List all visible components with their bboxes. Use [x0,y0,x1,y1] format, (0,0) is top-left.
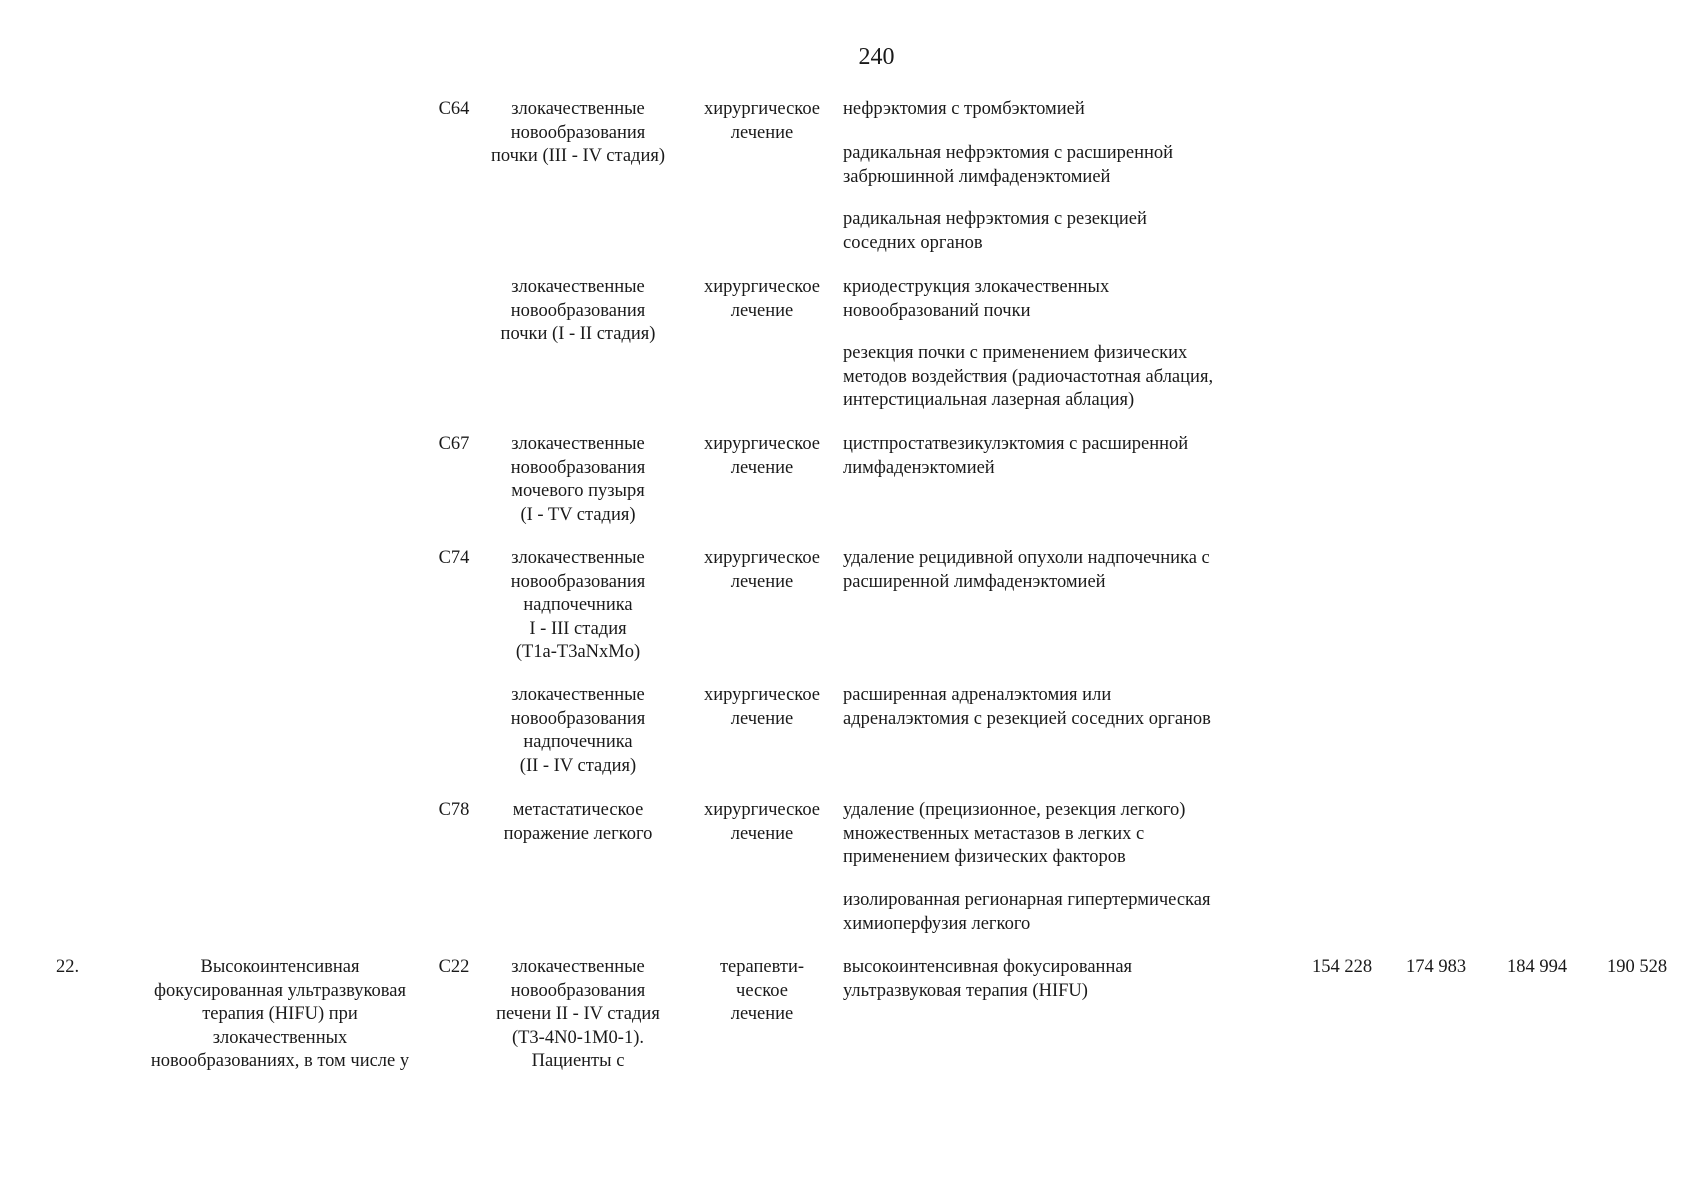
row-method: расширенная адреналэктомия или адреналэктомия с резекцией соседних органов [843,685,1211,729]
row-treatment-type: хирургическое лечение [703,277,821,321]
section-method: высокоинтенсивная фокусированная ультразвуковая терапия (HIFU) [843,957,1133,1001]
price-cell: 190 528 [1606,957,1668,977]
row-diagnosis: злокачественные новообразования почки (I - II стадия) [500,277,656,344]
row-diagnosis: злокачественные новообразования надпочечника (II - IV стадия) [510,685,646,776]
section-treatment-type: терапевти- ческое лечение [719,957,805,1024]
row-treatment-type: хирургическое лечение [703,99,821,143]
row-method: радикальная нефрэктомия с резекцией соседних органов [843,209,1147,253]
section-code: C22 [438,957,470,977]
row-treatment-type: хирургическое лечение [703,434,821,478]
row-method: криодеструкция злокачественных новообразований почки [843,277,1110,321]
row-treatment-type: хирургическое лечение [703,685,821,729]
price-cell: 154 228 [1311,957,1373,977]
row-treatment-type: хирургическое лечение [703,548,821,592]
row-code: C67 [438,434,470,454]
row-code: C74 [438,548,470,568]
price-cell: 174 983 [1405,957,1467,977]
row-diagnosis: метастатическое поражение легкого [503,800,653,844]
row-treatment-type: хирургическое лечение [703,800,821,844]
row-method: резекция почки с применением физических методов воздействия (радиочастотная аблация, интерстициальная лазерная аблация) [843,343,1214,410]
page-number: 240 [858,44,895,70]
row-code: C78 [438,800,470,820]
row-diagnosis: злокачественные новообразования мочевого пузыря (I - TV стадия) [510,434,646,525]
section-number: 22. [56,957,80,977]
row-method: удаление (прецизионное, резекция легкого) множественных метастазов в легких с применением физических факторов [843,800,1186,867]
row-method: цистпростатвезикулэктомия с расширенной лимфаденэктомией [843,434,1189,478]
row-code: C64 [438,99,470,119]
row-method: изолированная регионарная гипертермическая химиоперфузия легкого [843,890,1211,934]
row-diagnosis: злокачественные новообразования почки (III - IV стадия) [490,99,666,166]
price-cell: 184 994 [1506,957,1568,977]
row-diagnosis: злокачественные новообразования надпочечника I - III стадия (T1a-T3aNxMo) [510,548,646,662]
section-name: Высокоинтенсивная фокусированная ультразвуковая терапия (HIFU) при злокачественных новообразованиях, в том числе у [150,957,410,1071]
row-method: нефрэктомия с тромбэктомией [843,99,1085,119]
section-diagnosis: злокачественные новообразования печени II - IV стадия (T3-4N0-1M0-1). Пациенты с [496,957,660,1071]
row-method: радикальная нефрэктомия с расширенной забрюшинной лимфаденэктомией [843,143,1174,187]
row-method: удаление рецидивной опухоли надпочечника с расширенной лимфаденэктомией [843,548,1210,592]
